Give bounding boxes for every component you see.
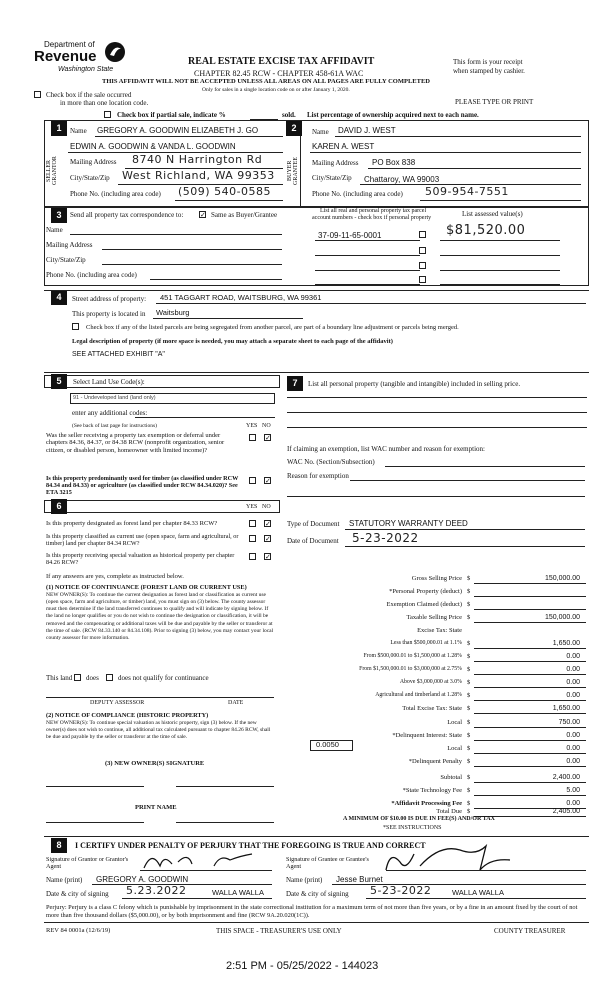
sec6-q1-no-checkbox[interactable]: ✓ [265,520,271,528]
tax-row-value[interactable]: 750.00 [558,719,580,726]
tax-row-value[interactable]: 0.00 [566,679,580,686]
tax-dollar-sign: $ [467,745,471,752]
section-1-number: 1 [51,121,67,136]
parcel-personal-checkbox-3[interactable] [419,262,426,269]
legal-description-label: Legal description of property (if more space is needed, you may attach a separate sheet to each page of the affidavit) [72,338,393,345]
parcel-line-4[interactable] [315,284,420,285]
located-in-line [153,318,303,319]
sec6-no-header: NO [262,504,271,510]
tax-value-line [474,648,586,649]
tax-row-label: Agricultural and timberland at 1.28% [375,692,462,698]
tax-value-line [474,583,586,584]
exemption-reason-line-2[interactable] [287,496,585,497]
list-percentage-label: List percentage of ownership acquired next to each name. [307,111,479,119]
buyer-mailing-label: Mailing Address [312,159,359,167]
grantee-city-value[interactable]: WALLA WALLA [452,888,504,897]
seller-vertical-label: SELLER GRANTOR [46,156,58,186]
sec5-no-header: NO [262,423,271,429]
assessed-line-3[interactable] [440,270,560,271]
grantee-name-print[interactable]: Jesse Burnet [336,875,383,884]
print-timestamp: 2:51 PM - 05/25/2022 - 144023 [226,960,379,972]
section-3-number: 3 [51,208,67,223]
doc-date-line [345,546,585,547]
sec3-city-label: City/State/Zip [46,256,86,264]
additional-codes-line[interactable] [135,417,275,418]
segregated-label: Check box if any of the listed parcels are being segregated from another parcel, are part of a boundary line adjustment or parcels being merged. [86,324,459,331]
doc-type-label: Type of Document [287,520,340,528]
legal-description-value[interactable]: SEE ATTACHED EXHIBIT "A" [72,351,165,358]
grantee-signature-label: Signature of Grantee or Grantee's Agent [286,856,369,871]
tax-value-line [474,609,586,610]
grantee-date-label: Date & city of signing [286,890,349,898]
land-use-code-value: 91 - Undeveloped land (land only) [73,395,156,401]
tax-row-label: Local [447,719,462,726]
section-8-number: 8 [51,838,67,853]
notice-compliance-title: (2) NOTICE OF COMPLIANCE (HISTORIC PROPERTY) [46,712,209,719]
tax-row-label: Gross Selling Price [411,575,462,582]
dept-label: Department of [44,40,95,49]
tax-row-label: Exemption Claimed (deduct) [386,601,462,608]
revenue-logo-text: Revenue [34,48,97,65]
seller-city-label: City/State/Zip [70,174,110,182]
section-8-top-rule [44,836,589,837]
parcel-personal-checkbox-1[interactable] [419,231,426,238]
section-6-number: 6 [51,499,67,514]
buyer-phone-label: Phone No. (including area code) [312,190,403,198]
section-4-top-rule [44,290,589,291]
grantor-signature-label: Signature of Grantor or Grantor's Agent [46,856,129,871]
form-notice: THIS AFFIDAVIT WILL NOT BE ACCEPTED UNLESS ALL AREAS ON ALL PAGES ARE FULLY COMPLETED [102,78,430,85]
tax-value-line [474,795,586,796]
tax-row-value[interactable]: 2,400.00 [552,774,580,781]
wac-label: WAC No. (Section/Subsection) [287,458,375,466]
list-parcels-label-2: account numbers - check box if personal property [312,215,432,221]
sec5-question-1: Was the seller receiving a property tax exemption or deferral under chapters 84.36, 84.37, or 84.38 RCW (nonprofit organization, senior citizen, or disabled person, homeowner with limited income)? [46,432,225,454]
personal-property-line-2[interactable] [287,412,587,413]
tax-row-label: Total Due [436,808,462,815]
land-does-not-label: does not qualify for continuance [118,674,209,682]
grantor-date-label: Date & city of signing [46,890,109,898]
tax-row-value[interactable]: 0.00 [566,745,580,752]
new-owner-signature-line-2[interactable] [176,786,274,787]
sec5-question-2: Is this property predominantly used for timber (as classified under RCW 84.34 and 84.33) or agriculture (as classified under RCW 84.34.020)? See ETA 3215 [46,475,239,497]
tax-row-label: *Delinquent Interest: State [392,732,462,739]
assessed-values-label: List assessed value(s) [462,210,523,218]
tax-dollar-sign: $ [467,705,471,712]
tax-row-label: *Affidavit Processing Fee [391,800,462,807]
tax-dollar-sign: $ [467,692,471,699]
seller-name-2[interactable]: EDWIN A. GOODWIN & VANDA L. GOODWIN [70,142,236,151]
multi-location-label-1: Check box if the sale occurred [46,91,132,99]
sec6-question-2: Is this property classified as current use (open space, farm and agricultural, or timber) land per chapter 84.34 RCW? [46,533,239,548]
tax-dollar-sign: $ [467,640,471,647]
buyer-name-2[interactable]: KAREN A. WEST [312,142,375,151]
buyer-city-value[interactable]: Chattaroy, WA 99003 [364,175,440,184]
land-does-label: does [86,674,99,682]
see-instructions-note: *SEE INSTRUCTIONS [383,825,442,831]
perjury-notice: Perjury: Perjury is a class C felony which is punishable by imprisonment in the state correctional institution for a maximum term of not more than five years, or by a fine in an amount fixed by the court of not more than five thousand dollars ($5,000.00), or by both imprisonment and fine (RCW 9A.20.020(1C)). [46,904,578,920]
tax-row-value[interactable]: 0.00 [566,800,580,807]
sec3-phone-label: Phone No. (including area code) [46,271,137,279]
tax-value-line [474,622,586,623]
street-address-label: Street address of property: [72,295,147,303]
tax-row-label: Less than $500,000.01 at 1.1% [390,640,462,646]
tax-value-line [474,700,586,701]
tax-row-value[interactable]: 0.00 [566,653,580,660]
tax-dollar-sign: $ [467,787,471,794]
personal-property-line-1[interactable] [287,397,587,398]
doc-type-line [345,529,585,530]
tax-value-line [474,740,586,741]
tax-row-value[interactable]: 150,000.00 [544,575,580,582]
sec5-q2-no-checkbox[interactable]: ✓ [265,477,271,485]
sec6-q1-yes-checkbox[interactable] [249,520,256,527]
tax-dollar-sign: $ [467,601,471,608]
form-chapter: CHAPTER 82.45 RCW - CHAPTER 458-61A WAC [194,69,364,78]
street-address-value[interactable]: 451 TAGGART ROAD, WAITSBURG, WA 99361 [160,293,322,302]
sec6-q2-no-checkbox[interactable]: ✓ [265,535,271,543]
sec3-name-label: Name [46,226,63,234]
segregated-checkbox[interactable] [72,323,79,330]
tax-dollar-sign: $ [467,774,471,781]
multi-location-label-2: in more than one location code. [60,99,149,107]
tax-row-label: Taxable Selling Price [406,614,462,621]
tax-value-line [474,674,586,675]
grantee-date-line [366,898,586,899]
minimum-due-note: A MINIMUM OF $10.00 IS DUE IN FEE(S) AND/OR TAX [343,816,495,822]
same-as-buyer-checkbox[interactable]: ✓ [200,211,206,219]
grantee-date-value[interactable]: 5-23-2022 [370,884,432,897]
tax-row-label: *Delinquent Penalty [408,758,462,765]
print-name-line-1[interactable] [46,822,144,823]
tax-dollar-sign: $ [467,679,471,686]
parcel-line-1 [315,240,420,241]
tax-row-label: Total Excise Tax: State [402,705,462,712]
print-name-line-2[interactable] [176,822,274,823]
tax-row-value[interactable]: 1,650.00 [552,640,580,647]
seller-phone-value[interactable]: (509) 540-0585 [178,185,272,198]
grantor-date-line [122,898,272,899]
tax-dollar-sign: $ [467,808,471,815]
parcel-number[interactable]: 37-09-11-65-0001 [318,231,382,240]
form-revision: REV 84 0001a (12/6/19) [46,927,111,934]
tax-row-label: *State Technology Fee [402,787,462,794]
county-treasurer: COUNTY TREASURER [494,927,566,935]
tax-dollar-sign: $ [467,732,471,739]
type-or-print: PLEASE TYPE OR PRINT [455,98,534,106]
tax-dollar-sign: $ [467,800,471,807]
buyer-name-1-line [335,136,581,137]
seller-city-value[interactable]: West Richland, WA 99353 [122,169,275,182]
buyer-vertical-label: BUYER GRANTEE [287,157,299,185]
tax-row-value[interactable]: 1,650.00 [552,705,580,712]
parcel-line-3[interactable] [315,270,420,271]
doc-date-value[interactable]: 5-23-2022 [352,531,419,545]
parcel-line-2[interactable] [315,255,420,256]
tax-dollar-sign: $ [467,588,471,595]
buyer-name-2-line [310,152,581,153]
section-2-number: 2 [286,121,302,136]
tax-value-line [474,727,586,728]
tax-row-value[interactable]: 0.00 [566,666,580,673]
seller-phone-label: Phone No. (including area code) [70,190,161,198]
deputy-date-label: DATE [228,700,244,706]
parcel-personal-checkbox-2[interactable] [419,247,426,254]
tax-value-line [474,596,586,597]
form-subnotice: Only for sales in a single location code on or after January 1, 2020. [202,87,350,93]
grantor-signature-line [140,870,272,871]
grantor-signature[interactable] [140,848,260,872]
tax-row-value[interactable]: 0.00 [566,732,580,739]
state-label: Washington State [58,66,114,73]
tax-dollar-sign: $ [467,666,471,673]
grantee-name-print-label: Name (print) [286,876,323,884]
tax-row-value[interactable]: 5.00 [566,787,580,794]
sold-label: sold. [282,111,296,119]
tax-row-value[interactable]: 0.00 [566,758,580,765]
sec6-question-1: Is this property designated as forest land per chapter 84.33 RCW? [46,520,218,527]
tax-dollar-sign: $ [467,653,471,660]
tax-dollar-sign: $ [467,614,471,621]
multi-location-checkbox[interactable] [34,91,41,98]
assessed-line-2[interactable] [440,255,560,256]
grantee-signature-line [386,870,586,871]
tax-row-label: From $500,000.01 to $1,500,000 at 1.28% [363,653,462,659]
sec6-yes-header: YES [246,504,258,510]
exemption-reason-label: Reason for exemption [287,472,349,480]
sec6-question-3: Is this property receiving special valuation as historical property per chapter 84.26 RCW? [46,552,235,567]
deputy-assessor-label: DEPUTY ASSESSOR [90,700,145,706]
tax-row-label: Local [447,745,462,752]
land-use-label: Select Land Use Code(s): [73,378,145,386]
doc-date-label: Date of Document [287,537,339,545]
section-5-number: 5 [51,374,67,389]
seller-name-label: Name [70,127,87,135]
seller-mailing-value[interactable]: 8740 N Harrington Rd [132,153,263,166]
section-7-number: 7 [287,376,303,391]
located-in-label: This property is located in [72,310,146,318]
buyer-name-1[interactable]: DAVID J. WEST [338,126,396,135]
seller-name-1-line [95,136,283,137]
tax-row-label: *Personal Property (deduct) [389,588,462,595]
tax-dollar-sign: $ [467,575,471,582]
section-4-bottom-rule [44,372,589,373]
tax-row-value[interactable]: 150,000.00 [544,614,580,621]
tax-dollar-sign: $ [467,758,471,765]
print-name-label: PRINT NAME [135,804,177,811]
personal-property-label: List all personal property (tangible and intangible) included in selling price. [308,380,521,388]
treasurer-use-only: THIS SPACE - TREASURER'S USE ONLY [216,927,342,935]
grantor-name-print[interactable]: GREGORY A. GOODWIN [96,875,189,884]
dor-logo-icon [103,40,127,64]
tax-value-line [474,713,586,714]
buyer-name-label: Name [312,128,329,136]
tax-value-line [474,687,586,688]
claim-exemption-label: If claiming an exemption, list WAC number and reason for exemption: [287,445,485,453]
grantor-city-value[interactable]: WALLA WALLA [212,888,264,897]
notice-compliance-body: NEW OWNER(S): To continue special valuation as historic property, sign (3) below. If the new owner(s) does not wish to continue, all additional tax calculated pursuant to chapter 84.26 RCW, shall be due and payable by the seller or transferor at the time of sale. [46,720,271,741]
this-land-label: This land [46,674,73,682]
wac-line[interactable] [385,466,585,467]
footer-rule [44,922,589,923]
additional-codes-label: enter any additional codes: [72,409,148,417]
section-6-header [44,500,280,513]
tax-value-line [474,782,586,783]
street-address-line [156,303,586,304]
local-rate-value: 0.0050 [316,740,339,749]
exemption-reason-line-1[interactable] [350,480,585,481]
partial-sale-label: Check box if partial sale, indicate % [117,111,226,119]
tax-value-line [474,753,586,754]
land-does-checkbox[interactable] [74,674,81,681]
tax-row-label: From $1,500,000.01 to $3,000,000 at 2.75% [359,666,462,672]
sec3-mailing-label: Mailing Address [46,241,93,249]
seller-mailing-label: Mailing Address [70,158,117,166]
tax-row-value[interactable]: 0.00 [566,692,580,699]
buyer-phone-value[interactable]: 509-954-7551 [425,185,509,198]
see-back-note: (See back of last page for instructions) [72,423,157,429]
new-owner-signature-line-1[interactable] [46,786,144,787]
buyer-city-label: City/State/Zip [312,174,352,182]
sec5-q1-no-checkbox[interactable]: ✓ [265,434,271,442]
seller-phone-line [175,200,283,201]
new-owner-signature-label: (3) NEW OWNER(S) SIGNATURE [105,760,205,767]
send-correspondence-label: Send all property tax correspondence to: [70,211,184,219]
assessed-line-1 [440,240,560,241]
assessed-value[interactable]: $81,520.00 [446,223,526,238]
receipt-note-2: when stamped by cashier. [453,67,525,75]
sec3-name-line[interactable] [70,234,282,235]
sec3-mailing-line[interactable] [102,249,282,250]
list-parcels-label-1: List all real and personal property tax parcel [320,208,427,214]
form-title: REAL ESTATE EXCISE TAX AFFIDAVIT [188,56,375,67]
buyer-mailing-value[interactable]: PO Box 838 [372,158,416,167]
sec6-q3-yes-checkbox[interactable] [249,553,256,560]
parcel-personal-checkbox-4[interactable] [419,276,426,283]
tax-row-label: Above $3,000,000 at 3.0% [399,679,462,685]
assessed-line-4[interactable] [440,284,560,285]
tax-row-value[interactable]: 2,405.00 [552,808,580,815]
land-does-not-checkbox[interactable] [106,674,113,681]
notice-continuance-body: NEW OWNER(S): To continue the current designation as forest land or classification as current use (open space, farm and agriculture, or timber) land, you must sign on (3) below. The county assessor must then determine if the land transferred continues to qualify and will indicate by signing below. If the land no longer qualifies or you do not wish to continue the designation or classification, it will be removed and the compensating or additional taxes will be due and payable by the seller or transferor at the time of sale. (RCW 84.33.140 or 84.34.108). Prior to signing (3) below, you may contact your local county assessor for more information. [46,592,274,641]
sec5-q2-yes-checkbox[interactable] [249,477,256,484]
same-as-buyer-label: Same as Buyer/Grantee [211,211,278,219]
notice-continuance-title: (1) NOTICE OF CONTINUANCE (FOREST LAND OR CURRENT USE) [46,584,247,591]
section-4-number: 4 [51,290,67,305]
located-in-value[interactable]: Waitsburg [156,308,190,317]
tax-dollar-sign: $ [467,719,471,726]
receipt-note-1: This form is your receipt [453,58,523,66]
personal-property-line-3[interactable] [287,427,587,428]
tax-row-label: Excise Tax: State [417,627,462,634]
grantor-name-print-label: Name (print) [46,876,83,884]
sec3-phone-line[interactable] [150,279,282,280]
tax-value-line [474,766,586,767]
tax-row-label: Subtotal [440,774,462,781]
sec3-city-line[interactable] [102,264,282,265]
grantor-date-value[interactable]: 5.23.2022 [126,884,187,897]
sec5-yes-header: YES [246,423,258,429]
partial-sale-checkbox[interactable] [104,111,111,118]
deputy-assessor-line[interactable] [46,697,274,698]
sec6-q3-no-checkbox[interactable]: ✓ [265,553,271,561]
sec6-q2-yes-checkbox[interactable] [249,535,256,542]
seller-name-1[interactable]: GREGORY A. GOODWIN ELIZABETH J. GO [97,126,259,135]
tax-value-line [474,661,586,662]
sec5-q1-yes-checkbox[interactable] [249,434,256,441]
buyer-phone-line [420,200,581,201]
certify-statement: I CERTIFY UNDER PENALTY OF PERJURY THAT THE FOREGOING IS TRUE AND CORRECT [75,841,426,850]
doc-type-value[interactable]: STATUTORY WARRANTY DEED [349,519,468,528]
if-any-yes-label: If any answers are yes, complete as instructed below. [46,573,184,580]
buyer-mailing-line [368,168,581,169]
